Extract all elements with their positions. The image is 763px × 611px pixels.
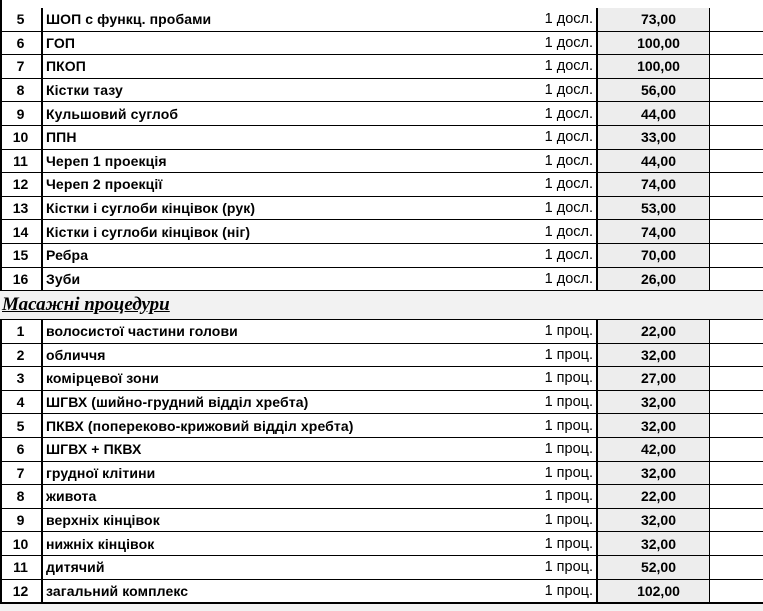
row-number: 9 — [0, 102, 43, 125]
table-left-border — [0, 320, 2, 603]
empty-cell — [709, 79, 763, 102]
price-value: 32,00 — [598, 462, 709, 485]
table-row — [0, 462, 763, 486]
row-number: 7 — [0, 55, 43, 78]
row-number: 5 — [0, 414, 43, 437]
service-name: нижніх кінцівок — [46, 535, 155, 552]
service-name: Череп 1 проекція — [46, 152, 167, 169]
service-name: волосистої частини голови — [46, 323, 238, 340]
price-value: 32,00 — [598, 414, 709, 437]
row-number: 5 — [0, 8, 43, 31]
service-name: Кістки тазу — [46, 82, 123, 99]
unit-label: 1 проц. — [457, 532, 598, 555]
service-name: ППН — [46, 129, 77, 146]
table-row — [0, 367, 763, 391]
empty-cell — [709, 102, 763, 125]
section-header-row — [0, 291, 763, 320]
empty-cell — [709, 126, 763, 149]
unit-label: 1 проц. — [457, 462, 598, 485]
price-value: 33,00 — [598, 126, 709, 149]
empty-cell — [709, 462, 763, 485]
unit-label: 1 проц. — [457, 438, 598, 461]
table-row — [0, 244, 763, 268]
service-name: ПКВХ (попереково-крижовий відділ хребта) — [46, 417, 354, 434]
row-number: 6 — [0, 32, 43, 55]
empty-cell — [709, 8, 763, 31]
price-value: 53,00 — [598, 197, 709, 220]
empty-cell — [709, 485, 763, 508]
unit-label: 1 досл. — [457, 126, 598, 149]
table-row — [0, 173, 763, 197]
empty-cell — [709, 556, 763, 579]
price-value: 32,00 — [598, 532, 709, 555]
empty-cell — [709, 268, 763, 291]
unit-label: 1 проц. — [457, 320, 598, 343]
row-number: 12 — [0, 173, 43, 196]
unit-label: 1 досл. — [457, 173, 598, 196]
table-row — [0, 8, 763, 32]
row-number: 6 — [0, 438, 43, 461]
row-number: 10 — [0, 532, 43, 555]
row-number: 7 — [0, 462, 43, 485]
price-value: 70,00 — [598, 244, 709, 267]
price-value: 27,00 — [598, 367, 709, 390]
row-number: 9 — [0, 509, 43, 532]
table-row — [0, 391, 763, 415]
service-name: ГОП — [46, 34, 76, 51]
price-value: 100,00 — [598, 32, 709, 55]
table-row — [0, 150, 763, 174]
service-name: Зуби — [46, 270, 81, 287]
row-number: 10 — [0, 126, 43, 149]
price-value: 52,00 — [598, 556, 709, 579]
price-value: 102,00 — [598, 580, 709, 603]
table-row — [0, 532, 763, 556]
empty-cell — [709, 344, 763, 367]
unit-label: 1 досл. — [457, 102, 598, 125]
price-value: 22,00 — [598, 485, 709, 508]
empty-cell — [709, 55, 763, 78]
table-row — [0, 268, 763, 292]
empty-cell — [709, 580, 763, 603]
unit-label: 1 проц. — [457, 414, 598, 437]
price-value: 74,00 — [598, 173, 709, 196]
unit-label: 1 досл. — [457, 244, 598, 267]
table-row — [0, 220, 763, 244]
row-number: 13 — [0, 197, 43, 220]
service-name: грудної клітини — [46, 464, 156, 481]
row-number: 11 — [0, 556, 43, 579]
row-number: 2 — [0, 344, 43, 367]
unit-label: 1 проц. — [457, 391, 598, 414]
unit-label: 1 проц. — [457, 509, 598, 532]
price-value: 32,00 — [598, 391, 709, 414]
price-value: 44,00 — [598, 102, 709, 125]
service-name: верхніх кінцівок — [46, 512, 160, 529]
row-number: 11 — [0, 150, 43, 173]
row-number: 8 — [0, 79, 43, 102]
empty-cell — [709, 32, 763, 55]
table-row — [0, 580, 763, 604]
table-row — [0, 197, 763, 221]
empty-cell — [709, 391, 763, 414]
price-value: 32,00 — [598, 509, 709, 532]
price-value: 100,00 — [598, 55, 709, 78]
unit-label: 1 досл. — [457, 55, 598, 78]
table-row — [0, 126, 763, 150]
unit-label: 1 досл. — [457, 268, 598, 291]
empty-cell — [709, 509, 763, 532]
empty-cell — [709, 197, 763, 220]
table-row — [0, 556, 763, 580]
empty-cell — [709, 244, 763, 267]
price-value: 26,00 — [598, 268, 709, 291]
empty-cell — [709, 173, 763, 196]
table-row — [0, 344, 763, 368]
empty-cell — [709, 438, 763, 461]
unit-label: 1 досл. — [457, 220, 598, 243]
service-name: комірцевої зони — [46, 370, 159, 387]
section-title: Масажні процедури — [2, 294, 170, 315]
row-number: 15 — [0, 244, 43, 267]
empty-cell — [709, 367, 763, 390]
empty-cell — [709, 150, 763, 173]
table-row — [0, 485, 763, 509]
service-name: дитячий — [46, 559, 105, 576]
service-name: живота — [46, 488, 97, 505]
row-number: 8 — [0, 485, 43, 508]
unit-label: 1 проц. — [457, 580, 598, 603]
service-name: загальний комплекс — [46, 582, 189, 599]
table-row — [0, 414, 763, 438]
table-row — [0, 102, 763, 126]
price-value: 42,00 — [598, 438, 709, 461]
unit-label: 1 проц. — [457, 344, 598, 367]
price-value: 56,00 — [598, 79, 709, 102]
unit-label: 1 досл. — [457, 150, 598, 173]
service-name: ПКОП — [46, 58, 86, 75]
table-row — [0, 509, 763, 533]
row-number: 14 — [0, 220, 43, 243]
table-row — [0, 79, 763, 103]
service-name: Кістки і суглоби кінцівок (ніг) — [46, 223, 251, 240]
service-name: ШГВХ + ПКВХ — [46, 441, 142, 458]
empty-cell — [709, 220, 763, 243]
unit-label: 1 проц. — [457, 556, 598, 579]
price-value: 44,00 — [598, 150, 709, 173]
price-value: 22,00 — [598, 320, 709, 343]
row-number: 4 — [0, 391, 43, 414]
unit-label: 1 досл. — [457, 197, 598, 220]
empty-cell — [709, 414, 763, 437]
table-left-border — [0, 0, 2, 291]
unit-label: 1 досл. — [457, 79, 598, 102]
empty-cell — [709, 532, 763, 555]
service-name: ШГВХ (шийно-грудний відділ хребта) — [46, 394, 309, 411]
table-row — [0, 320, 763, 344]
service-name: Ребра — [46, 247, 89, 264]
service-name: обличчя — [46, 346, 106, 363]
row-number: 12 — [0, 580, 43, 603]
empty-cell — [709, 320, 763, 343]
service-name: Череп 2 проекції — [46, 176, 163, 193]
next-section-row — [0, 603, 763, 611]
unit-label: 1 досл. — [457, 8, 598, 31]
row-number: 16 — [0, 268, 43, 291]
price-value: 73,00 — [598, 8, 709, 31]
unit-label: 1 проц. — [457, 367, 598, 390]
table-row — [0, 438, 763, 462]
unit-label: 1 проц. — [457, 485, 598, 508]
price-value: 32,00 — [598, 344, 709, 367]
row-number: 3 — [0, 367, 43, 390]
service-name: Кульшовий суглоб — [46, 105, 179, 122]
price-value: 74,00 — [598, 220, 709, 243]
service-name: Кістки і суглоби кінцівок (рук) — [46, 200, 256, 217]
service-name: ШОП с функц. пробами — [46, 11, 212, 28]
table-row — [0, 55, 763, 79]
table-row — [0, 32, 763, 56]
row-number: 1 — [0, 320, 43, 343]
unit-label: 1 досл. — [457, 32, 598, 55]
